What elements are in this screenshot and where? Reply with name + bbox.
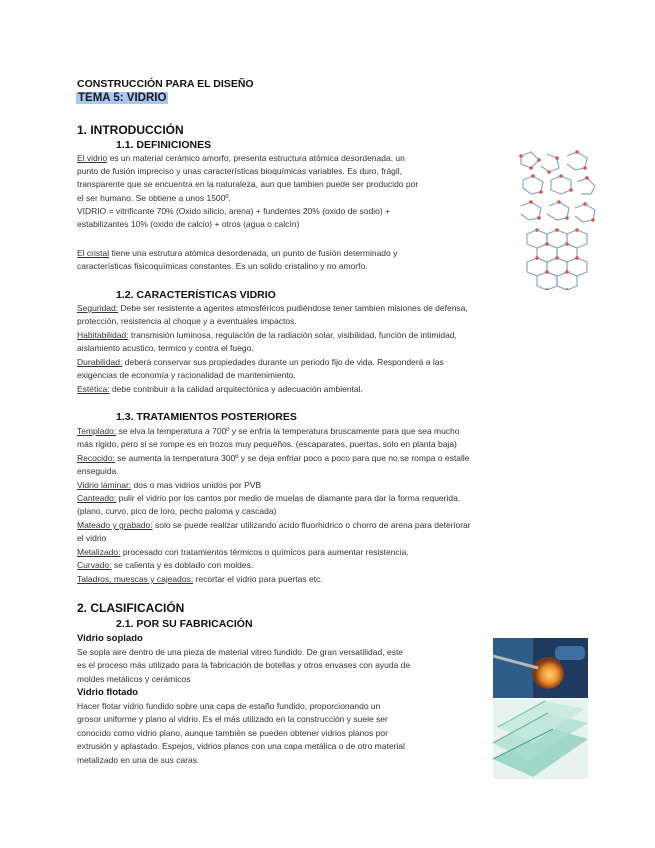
paragraph-line: VIDRIO = vitrificante 70% (Oxido silicio, arena) + fundentes 20% (oxido de sodio) + [77,206,391,216]
term-el-cristal: El cristal [77,248,110,258]
paragraph-line: el ser humano. Se obtiene a unos 1500º. [77,193,231,203]
glass-blowing-photo [493,638,588,698]
caracteristica-seguridad: Seguridad: Debe ser resistente a agentes atmosféricos pudiéndose tener tambien misiones de defensa, [77,303,468,313]
caracteristica-durabilidad: Durabilidad: deberá conservar sus propiedades durante un periodo fijo de vida. Responderá a las [77,357,444,367]
tratamiento-taladros: Taladros, muescas y cajeados: recortar el vidrio para puertas etc. [77,574,323,584]
paragraph-line: más rigido, pero si se rompe es en trozos muy pequeños. (escaparates, puertas, solo en planta baja) [77,439,457,449]
paragraph-line: características fisicoquímicas constantes. Es un solido cristalino y no amorfo. [77,261,368,271]
float-glass-photo [493,699,588,779]
paragraph-line: protección, resistencia al choque y a eventuales impactos. [77,316,297,326]
paragraph-line: exigencias de economía y racionalidad de mantenimiento. [77,370,296,380]
tema-heading: TEMA 5: VIDRIO [78,92,167,104]
caracteristica-estetica: Estética: debe contribuir a la calidad arquitectónica y adecuación ambiental. [77,384,363,394]
molecular-structure-icon [517,150,597,290]
paragraph-line: enseguida. [77,466,119,476]
subsection-caracteristicas-heading: 1.2. CARACTERÍSTICAS VIDRIO [116,289,276,301]
caracteristica-habitabilidad: Habitabilidad: transmisión luminosa, regulación de la radiación solar, visibilidad, función de intimidad, [77,330,457,340]
paragraph-line: punto de fusión impreciso y unas características bioquímicas variables. Es duro, frágil, [77,166,403,176]
tratamiento-templado: Templado: se elva la temperatura a 700º y se enfria la temperatura bruscamente para que sea mucho [77,426,460,436]
paragraph-line: (plano, curvo, pico de loro, pecho paloma y cascada) [77,506,277,516]
document-title: CONSTRUCCIÓN PARA EL DISEÑO [77,78,254,90]
tratamiento-recocido: Recocido: se aumenta la temperatura 300º y se deja enfriar poco a poco para que no se rompa o estalle [77,453,470,463]
term-el-vidrio: El vidrio [77,153,108,163]
section-clasificacion-heading: 2. CLASIFICACIÓN [77,601,185,615]
paragraph-line: Hacer flotar vidrio fundido sobre una capa de estaño fundido, proporcionando un [77,701,381,711]
paragraph-line: aislamiento acustico, termico y contra el fuego. [77,343,254,353]
subsection-tratamientos-heading: 1.3. TRATAMIENTOS POSTERIORES [116,411,297,423]
definicion-vidrio-line: El vidrio es un material cerámico amorfo, presenta estructura atómica desordenada, un [77,153,405,163]
paragraph-line: metalizado en una de sus caras. [77,755,200,765]
paragraph-line: es el proceso más utilizado para la fabricación de botellas y otros envases con ayuda de [77,660,411,670]
vidrio-flotado-title: Vidrio flotado [77,687,139,698]
tratamiento-vidrio-laminar: Vidrio laminar: dos o mas vidrios unidos por PVB [77,480,262,490]
tratamiento-curvado: Curvado: se calienta y es doblado con moldes. [77,560,254,570]
paragraph-line: grosor uniforme y plano al vidrio. Es el más utilizado en la construcción y suele ser [77,714,388,724]
paragraph-line: Se sopla aire dentro de una pieza de material vitreo fundido. De gran versatilidad, este [77,647,404,657]
tratamiento-canteado: Canteado: pulir el vidrio por los cantos por medio de muelas de diamante para dar la forma requerida. [77,493,461,503]
tratamiento-metalizado: Metalizado: procesado con tratamientos térmicos o químicos para aumentar resistencia. [77,547,409,557]
subsection-fabricacion-heading: 2.1. POR SU FABRICACIÓN [116,618,253,630]
paragraph-line: conocido como vidrio plano, aunque también se pueden obtener vidrios planos por [77,728,388,738]
section-introduccion-heading: 1. INTRODUCCIÓN [77,123,184,137]
paragraph-line: transparente que se encuentra en la naturaleza, aun que tambien puede ser producido por [77,179,419,189]
vidrio-soplado-title: Vidrio soplado [77,633,143,644]
subsection-definiciones-heading: 1.1. DEFINICIONES [116,139,212,151]
paragraph-line: estabilizantes 10% (oxido de calcio) + otros (agua o calcín) [77,219,300,229]
paragraph-line: el vidrio [77,533,107,543]
paragraph-line: moldes metálicos y cerámicos [77,674,191,684]
definicion-cristal-line: El cristal tiene una estrutura atómica desordenada, un punto de fusión determinado y [77,248,398,258]
tratamiento-mateado: Mateado y grabado: solo se puede realizar utilizando acido fluorhidrico o chorro de arena para deteriorar [77,520,471,530]
paragraph-line: extrusión y aplastado. Espejos, vidrios planos con una capa metálica o de otro material [77,741,405,751]
